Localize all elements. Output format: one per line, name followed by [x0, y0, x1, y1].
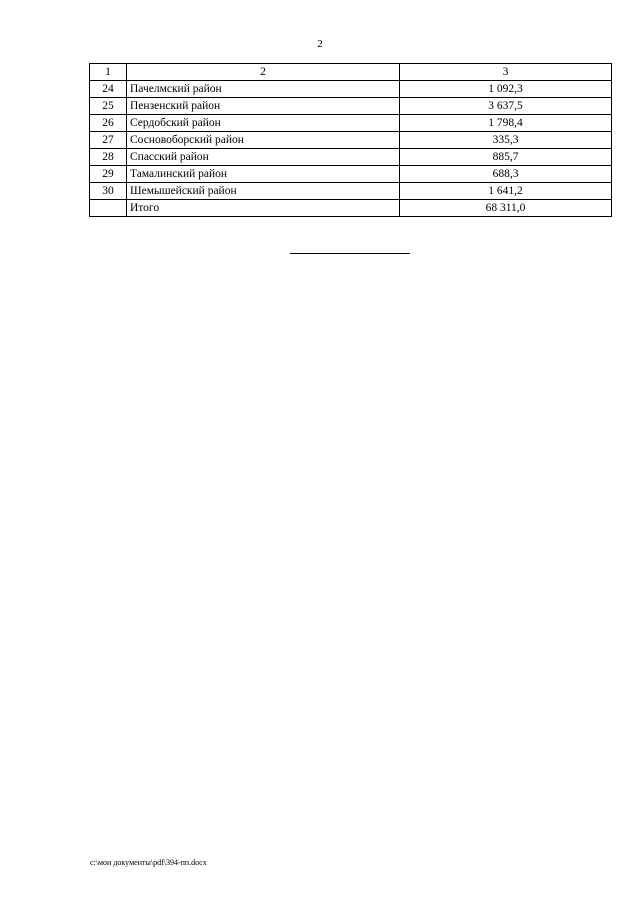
- table-row: [90, 166, 612, 183]
- page-number: 2: [317, 38, 323, 50]
- amount-value: 885,7: [400, 149, 612, 166]
- row-number: 30: [90, 183, 127, 200]
- amount-value: 1 092,3: [400, 81, 612, 98]
- amount-value: 1 641,2: [400, 183, 612, 200]
- allocation-table: [89, 63, 612, 217]
- district-name: Пензенский район: [127, 98, 400, 115]
- total-value: 68 311,0: [400, 200, 612, 217]
- total-label: Итого: [127, 200, 400, 217]
- header-cell-col3: 3: [400, 64, 612, 81]
- row-number: 29: [90, 166, 127, 183]
- table-row: [90, 98, 612, 115]
- amount-value: 335,3: [400, 132, 612, 149]
- row-number: [90, 200, 127, 217]
- amount-value: 3 637,5: [400, 98, 612, 115]
- district-name: Спасский район: [127, 149, 400, 166]
- row-number: 26: [90, 115, 127, 132]
- row-number: 27: [90, 132, 127, 149]
- header-cell-col2: 2: [127, 64, 400, 81]
- table-row: [90, 115, 612, 132]
- district-name: Сосновоборский район: [127, 132, 400, 149]
- table-row: [90, 132, 612, 149]
- table-header-row: [90, 64, 612, 81]
- amount-value: 1 798,4: [400, 115, 612, 132]
- district-name: Пачелмский район: [127, 81, 400, 98]
- file-path-footer: c:\мои документы\pdf\394-пп.docx: [90, 858, 207, 867]
- table-row: [90, 81, 612, 98]
- row-number: 25: [90, 98, 127, 115]
- district-name: Сердобский район: [127, 115, 400, 132]
- district-name: Тамалинский район: [127, 166, 400, 183]
- separator-line: [290, 253, 410, 254]
- table-total-row: [90, 200, 612, 217]
- table-row: [90, 183, 612, 200]
- district-name: Шемышейский район: [127, 183, 400, 200]
- table-row: [90, 149, 612, 166]
- row-number: 28: [90, 149, 127, 166]
- row-number: 24: [90, 81, 127, 98]
- header-cell-col1: 1: [90, 64, 127, 81]
- amount-value: 688,3: [400, 166, 612, 183]
